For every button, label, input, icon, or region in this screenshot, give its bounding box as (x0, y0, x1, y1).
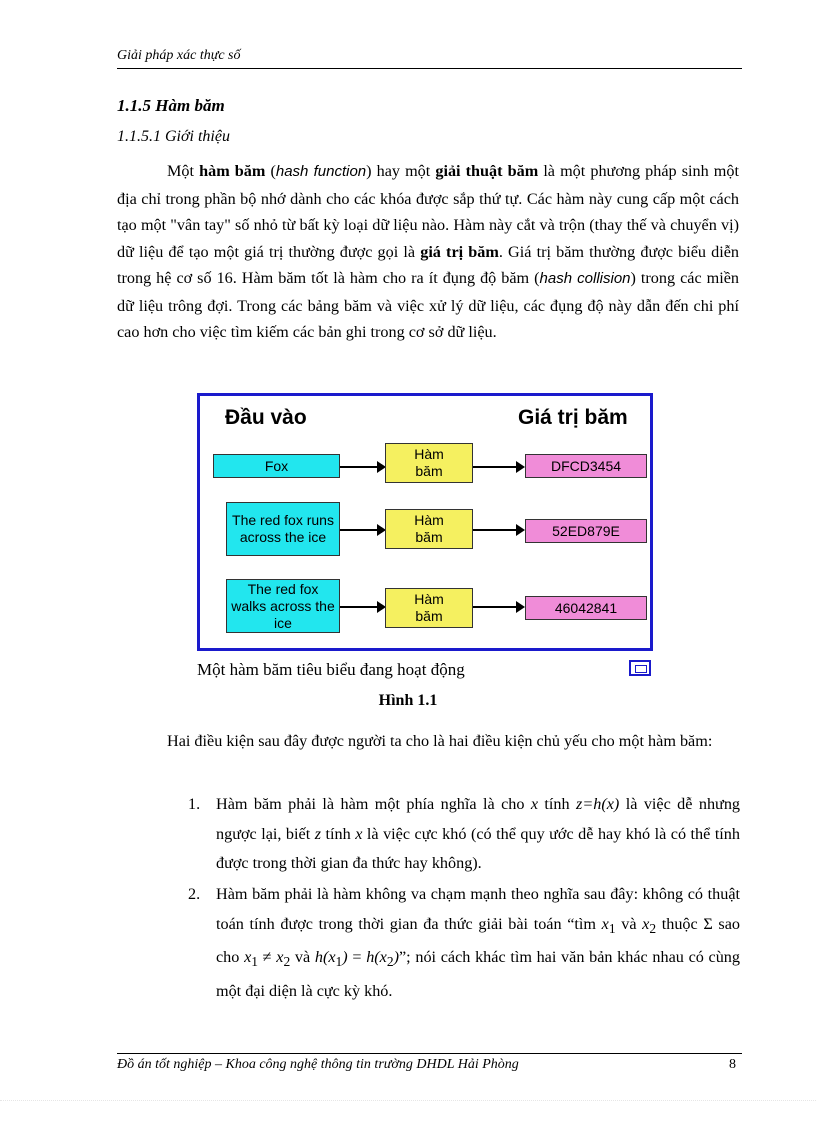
figure-label: Hình 1.1 (378, 692, 438, 709)
text: ) hay một (366, 162, 436, 180)
text: ”; nói cách khác tìm hai văn bản khác nhau có cùng một đại diện là cực kỳ khó. (216, 948, 740, 1000)
text: = (347, 948, 367, 967)
math-var: x (642, 914, 650, 933)
output-box: 52ED879E (525, 519, 647, 543)
math-var: z (314, 824, 322, 843)
math-var: x (276, 948, 284, 967)
text: là việc dễ nhưng ngược lại, biết (216, 795, 741, 843)
term-hash-function: hàm băm (199, 162, 266, 180)
list-text (216, 880, 740, 1006)
math-var: x (244, 948, 252, 967)
math-expr: ) (342, 948, 348, 967)
output-heading: Giá trị băm (518, 406, 628, 429)
list-item (188, 790, 740, 879)
term-english: hash collision (539, 270, 631, 287)
subsection-title: 1.1.5.1 Giới thiệu (117, 128, 230, 145)
input-heading: Đầu vào (225, 406, 307, 429)
math-expr: ) (393, 948, 399, 967)
list-item (188, 880, 740, 1006)
footer-rule (117, 1053, 742, 1054)
term-hash-algorithm: giải thuật băm (435, 162, 539, 180)
arrow-icon (340, 529, 378, 531)
text: tính (321, 824, 356, 843)
subscript: 2 (283, 954, 291, 970)
input-box: The red fox runs across the ice (226, 502, 340, 556)
arrow-icon (340, 606, 378, 608)
running-footer: Đồ án tốt nghiệp – Khoa công nghệ thông tin trường DHDL Hải Phòng (117, 1057, 519, 1072)
output-box: 46042841 (525, 596, 647, 620)
input-box: The red fox walks across the ice (226, 579, 340, 633)
subscript: 1 (251, 954, 258, 970)
math-var: x (601, 914, 609, 933)
text: ≠ (258, 948, 277, 967)
arrow-icon (473, 529, 517, 531)
subscript: 2 (386, 954, 394, 970)
hash-function-figure (197, 393, 653, 651)
list-number: 1. (188, 795, 201, 813)
math-expr: h(x (314, 948, 336, 967)
hash-box: Hàm băm (385, 588, 473, 628)
text: Một (167, 162, 200, 180)
text: thuộc Σ sao cho (216, 914, 740, 967)
text: Hàm băm phải là hàm không va chạm mạnh theo nghĩa sau đây: không có thuật toán tính được trong thời gian đa thức giải bài toán “tìm (216, 885, 740, 933)
page-number: 8 (729, 1057, 736, 1072)
text: và (290, 948, 315, 967)
list-text (216, 790, 740, 879)
section-title: 1.1.5 Hàm băm (117, 96, 225, 115)
term-hash-value: giá trị băm (420, 242, 499, 261)
math-expr: h(x (366, 948, 387, 967)
text: là việc cực khó (có thể quy ước dễ hay khó là có thể tính được trong thời gian đa thức hay không). (216, 824, 740, 872)
output-box: DFCD3454 (525, 454, 647, 478)
text: và (615, 914, 643, 933)
text: tính (538, 795, 577, 813)
list-number: 2. (188, 885, 201, 903)
subscript: 2 (649, 920, 657, 936)
text: Hàm băm phải là hàm một phía nghĩa là cho (216, 795, 531, 813)
subscript: 1 (335, 954, 343, 970)
arrow-icon (473, 466, 517, 468)
math-var: x (530, 795, 539, 813)
header-rule (117, 68, 742, 69)
running-header: Giải pháp xác thực số (117, 48, 241, 63)
subscript: 1 (608, 920, 616, 936)
page-edge (0, 1100, 816, 1101)
math-var: x (355, 824, 363, 843)
hash-box: Hàm băm (385, 443, 473, 483)
text: ( (265, 162, 276, 180)
intro-paragraph (117, 158, 739, 346)
term-english: hash function (275, 163, 367, 180)
text: ) trong các miền dữ liệu trông đợi. Trong các bảng băm và việc xử lý dữ liệu, các đụng độ này dẫn đến chi phí cao hơn cho việc tìm kiếm các bản ghi trong cơ sở dữ liệu. (117, 269, 740, 341)
text: là một phương pháp sinh một địa chỉ trong phần bộ nhớ dành cho các khóa được sắp thứ tự. Các hàm này cung cấp một cách tạo một "vân tay" số nhỏ từ bất kỳ loại dữ liệu nào. Hàm này cắt và trộn (thay thế và chuyển vị) dữ liệu để tạo một giá trị thường được gọi là (117, 162, 739, 261)
enlarge-icon[interactable] (629, 660, 651, 676)
math-expr: z=h(x) (576, 795, 620, 813)
arrow-icon (473, 606, 517, 608)
text: . Giá trị băm thường được biểu diễn trong hệ cơ số 16. Hàm băm tốt là hàm cho ra ít đụng độ băm ( (117, 242, 740, 287)
input-box: Fox (213, 454, 340, 478)
conditions-paragraph: Hai điều kiện sau đây được người ta cho là hai điều kiện chủ yếu cho một hàm băm: (167, 732, 713, 750)
hash-box: Hàm băm (385, 509, 473, 549)
arrow-icon (340, 466, 378, 468)
figure-caption: Một hàm băm tiêu biểu đang hoạt động (197, 660, 465, 679)
